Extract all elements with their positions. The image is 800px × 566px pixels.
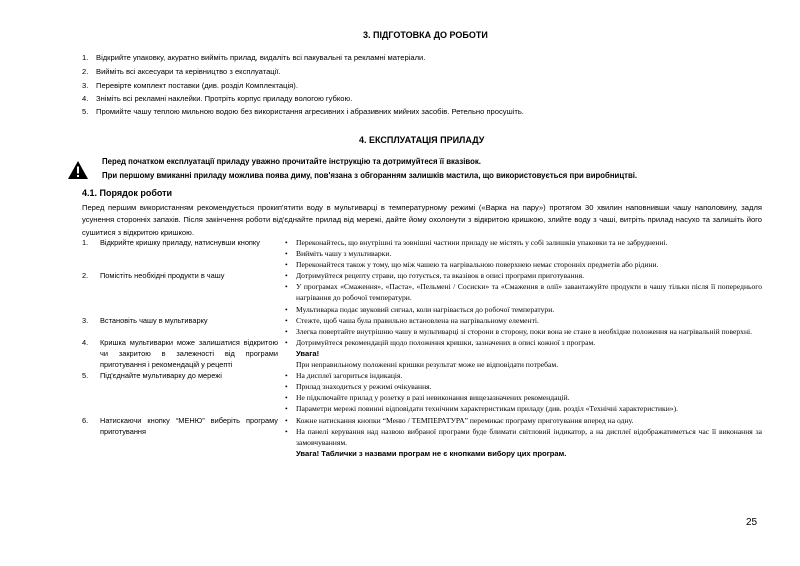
attention-text: При неправильному положенні кришки результат може не відповідати потребам.: [296, 360, 559, 370]
warning-triangle-icon: [67, 160, 89, 180]
row-number: 5.: [82, 371, 89, 381]
prep-step: [82, 93, 352, 104]
bullet-item: • Не підключайте прилад у розетку в разі невиконання вищезазначених рекомендацій.: [284, 392, 762, 403]
section-3-title: 3. ПІДГОТОВКА ДО РОБОТИ: [363, 30, 488, 40]
row-details: [284, 270, 762, 314]
row-details: [284, 415, 762, 459]
row-number: 6.: [82, 415, 89, 425]
row-action: Кришка мультиварки може залишатися відкритою чи закритою в залежності від програми приготування і рекомендацій у рецепті: [100, 337, 278, 370]
row-details: [284, 337, 762, 370]
bullet-item: • Переконайтесь, що внутрішні та зовнішні частини приладу не містять у собі залишків упаковки та не забрудненні.: [284, 237, 762, 248]
subsection-title: 4.1. Порядок роботи: [82, 188, 173, 198]
bullet-item: • На панелі керування над назвою вибраної програми буде блимати світловий індикатор, а на дисплеї відображатиметься час її виконання за замовчуванням.: [284, 426, 762, 448]
step-number: 4.: [82, 94, 89, 103]
step-text: Зніміть всі рекламні наклейки. Протріть корпус приладу вологою губкою.: [96, 94, 353, 103]
step-text: Відкрийте упаковку, акуратно вийміть прилад, видаліть всі пакувальні та рекламні матеріали.: [96, 53, 426, 62]
step-text: Вийміть всі аксесуари та керівництво з експлуатації.: [96, 67, 281, 76]
bullet-item: • Злегка повертайте внутрішню чашу в мультиварці зі сторони в сторону, поки вона не стане в необхідне положення на нагрівальній поверхні.: [284, 326, 762, 337]
row-details: [284, 370, 762, 414]
bullet-item: • Параметри мережі повинні відповідати технічним характеристикам приладу (див. розділ «Технічні характеристики»).: [284, 403, 762, 414]
bullet-item: • Кожне натискання кнопки “Меню / ТЕМПЕРАТУРА” перемикає програму приготування вперед на одну.: [284, 415, 762, 426]
section-4-title: 4. ЕКСПЛУАТАЦІЯ ПРИЛАДУ: [359, 135, 485, 145]
row-details: [284, 315, 762, 337]
warning-text: При першому вмиканні приладу можлива поява диму, пов'язана з обгоранням залишків мастила, що використовується при виробництві.: [102, 171, 638, 180]
step-text: Промийте чашу теплою мильною водою без використання агресивних і абразивних мийних засобів. Ретельно просушіть.: [96, 107, 524, 116]
page-number: 25: [746, 517, 758, 528]
row-action: Під'єднайте мультиварку до мережі: [100, 371, 222, 381]
bullet-item: • Вийміть чашу з мультиварки.: [284, 248, 762, 259]
procedure-table: [82, 237, 762, 459]
table-row: [82, 370, 762, 414]
prep-step: [82, 66, 281, 77]
row-action: Відкрийте кришку приладу, натиснувши кнопку: [100, 238, 260, 247]
bullet-item: • Мультиварка подає звуковий сигнал, коли нагрівається до робочої температури.: [284, 304, 762, 315]
table-row: [82, 337, 762, 370]
bullet-item: • У програмах «Смаження», «Паста», «Пельмені / Сосиски» та «Смаження в олії» завантажуйте продукти в чашу тільки після її попереднього нагрівання до робочої температури.: [284, 281, 762, 303]
attention-note: Увага! Таблички з назвами програм не є кнопками вибору цих програм.: [296, 448, 567, 458]
bullet-item: • Дотримуйтеся рекомендацій щодо положення кришки, зазначених в описі кожної з програм.: [284, 337, 762, 348]
table-row: [82, 315, 762, 337]
step-number: 2.: [82, 67, 89, 76]
row-details: [284, 237, 762, 270]
warning-text: Перед початком експлуатації приладу уважно прочитайте інструкцію та дотримуйтеся її вказівок.: [102, 157, 481, 166]
prep-step: [82, 52, 425, 63]
row-number: 3.: [82, 315, 89, 325]
bullet-item: • Стежте, щоб чаша була правильно встановлена на нагрівальному елементі.: [284, 315, 762, 326]
table-row: [82, 415, 762, 459]
bullet-item: • Переконайтеся також у тому, що між чашею та нагрівальною поверхнею немає сторонніх предметів або рідини.: [284, 259, 762, 270]
table-row: [82, 270, 762, 314]
attention-label: Увага!: [296, 348, 320, 358]
row-number: 4.: [82, 337, 89, 347]
step-number: 3.: [82, 81, 89, 90]
step-number: 5.: [82, 107, 89, 116]
row-action: Помістіть необхідні продукти в чашу: [100, 271, 225, 281]
row-number: 2.: [82, 271, 89, 281]
bullet-item: • Прилад знаходиться у режимі очікування.: [284, 381, 762, 392]
intro-paragraph: Перед першим використанням рекомендується прокип'ятити воду в мультиварці в температурному режимі («Варка на пару») протягом 30 хвилин наповнивши чашу наполовину, задля усунення сторонніх запахів. Після закінчення роботи від'єднайте прилад від мережі, дайте йому охолонути з відкритою кришкою, злийте воду з чаші, витріть прилад насухо та залишіть його сушитися з відкритою кришкою.: [82, 203, 762, 237]
row-number: 1.: [82, 238, 89, 247]
prep-step: [82, 80, 298, 91]
table-row: [82, 237, 762, 270]
row-action: Встановіть чашу в мультиварку: [100, 315, 208, 325]
bullet-item: • На дисплеї загориться індикація.: [284, 370, 762, 381]
step-text: Перевірте комплект поставки (див. розділ Комплектація).: [96, 81, 298, 90]
prep-step: [82, 106, 524, 117]
row-action: Натискаючи кнопку “МЕНЮ” виберіть програму приготування: [100, 415, 278, 436]
step-number: 1.: [82, 53, 89, 62]
bullet-item: • Дотримуйтеся рецепту страви, що готується, та вказівок в описі програми приготування.: [284, 270, 762, 281]
